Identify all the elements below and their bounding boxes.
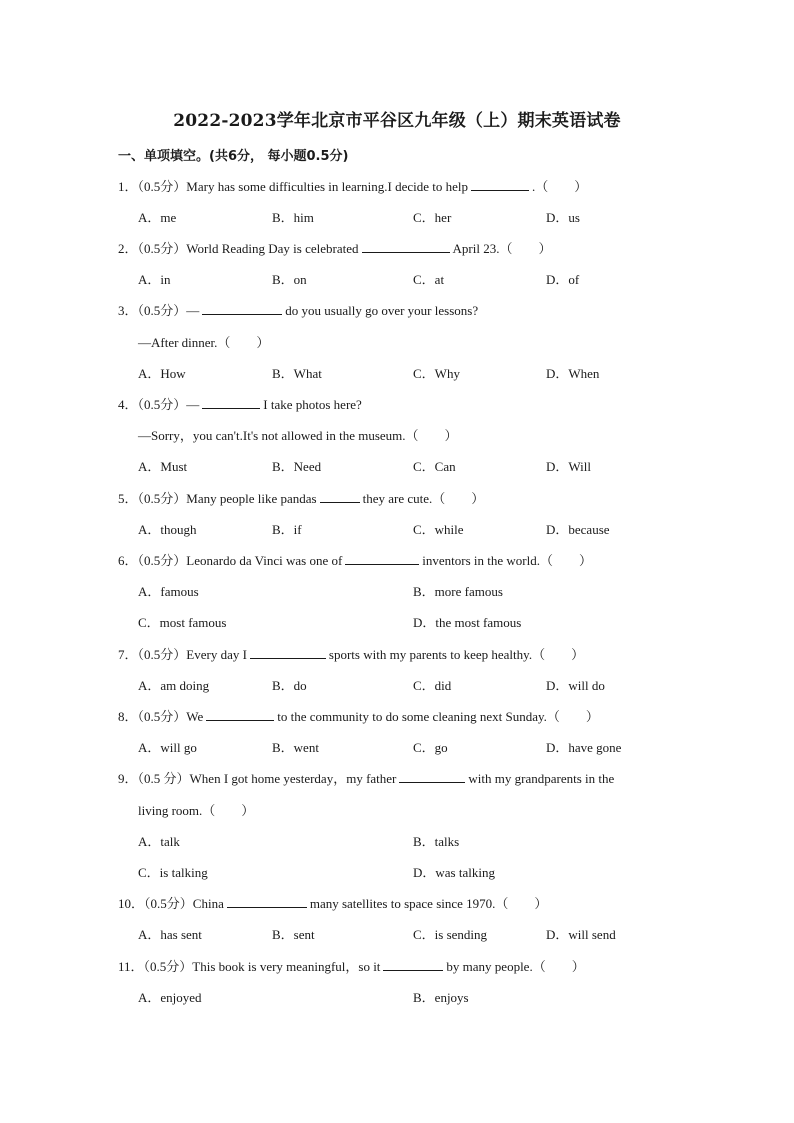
question-number: 1． xyxy=(118,179,138,194)
question-text: This book is very meaningful，so it xyxy=(192,959,381,974)
option-c: C．go xyxy=(413,740,448,755)
option-d: D．will do xyxy=(546,678,605,693)
option-b: B．on xyxy=(272,272,307,287)
option-c: C．her xyxy=(413,210,452,225)
question-text: When I got home yesterday，my father xyxy=(189,771,397,786)
option-a: A．How xyxy=(138,366,186,381)
question-text: Many people like pandas xyxy=(186,491,317,506)
option-b: B．Need xyxy=(272,459,322,474)
question-6 xyxy=(118,550,592,569)
options-11 xyxy=(138,987,698,1005)
question-text-end: many satellites to space since 1970.（ ） xyxy=(309,896,548,911)
options-2 xyxy=(138,269,698,287)
option-d: D．have gone xyxy=(546,740,622,755)
answer-blank xyxy=(345,552,419,565)
question-number: 7． xyxy=(118,647,138,662)
question-score: （0.5分） xyxy=(137,491,187,506)
question-score: （0.5分） xyxy=(137,709,187,724)
question-text: Leonardo da Vinci was one of xyxy=(186,553,343,568)
question-7 xyxy=(118,644,584,663)
question-4 xyxy=(118,394,362,413)
question-9 xyxy=(118,768,614,787)
option-c: C．is sending xyxy=(413,927,488,942)
option-a: A．me xyxy=(138,210,177,225)
question-3 xyxy=(118,300,478,319)
question-number: 10． xyxy=(118,896,145,911)
options-6-row-1 xyxy=(138,581,698,599)
option-d: D．of xyxy=(546,272,580,287)
answer-blank xyxy=(206,708,274,721)
question-8 xyxy=(118,706,599,725)
option-d: D．us xyxy=(546,210,580,225)
answer-blank xyxy=(202,396,260,409)
option-b: B．more famous xyxy=(413,584,503,599)
question-4-continuation: —Sorry，you can't.It's not allowed in the museum.（ ） xyxy=(138,428,458,443)
question-2 xyxy=(118,238,551,257)
option-d: D．When xyxy=(546,366,600,381)
question-text-end: sports with my parents to keep healthy.（ ） xyxy=(328,647,585,662)
option-a: A．in xyxy=(138,272,171,287)
option-a: A．has sent xyxy=(138,927,202,942)
option-c: C．Can xyxy=(413,459,456,474)
question-10 xyxy=(118,893,547,912)
question-text-end: with my grandparents in the xyxy=(468,771,615,786)
option-d: D．will send xyxy=(546,927,616,942)
question-text-end: do you usually go over your lessons? xyxy=(285,303,479,318)
question-text: World Reading Day is celebrated xyxy=(186,241,359,256)
answer-blank xyxy=(202,302,282,315)
question-score: （0.5分） xyxy=(143,959,193,974)
question-9-continuation: living room.（ ） xyxy=(138,803,255,818)
option-a: A．though xyxy=(138,522,197,537)
question-number: 2． xyxy=(118,241,138,256)
option-b: B．do xyxy=(272,678,307,693)
option-a: A．famous xyxy=(138,584,199,599)
question-number: 11． xyxy=(118,959,144,974)
question-text-end: they are cute.（ ） xyxy=(362,491,485,506)
question-number: 4． xyxy=(118,397,138,412)
question-text: We xyxy=(186,709,204,724)
option-a: A．am doing xyxy=(138,678,210,693)
question-score: （0.5分） xyxy=(137,553,187,568)
section-heading: 一、单项填空。(共6分， 每小题0.5分) xyxy=(118,149,349,164)
option-c: C．while xyxy=(413,522,464,537)
question-11 xyxy=(118,956,585,975)
options-8 xyxy=(138,737,698,755)
option-d: D．Will xyxy=(546,459,591,474)
question-number: 5． xyxy=(118,491,138,506)
question-text: Mary has some difficulties in learning.I decide to help xyxy=(186,179,468,194)
options-7 xyxy=(138,675,698,693)
option-c: C．did xyxy=(413,678,452,693)
answer-blank xyxy=(250,646,326,659)
options-9-row-1 xyxy=(138,831,698,849)
question-text-end: I take photos here? xyxy=(263,397,362,412)
option-b: B．talks xyxy=(413,834,460,849)
option-a: A．Must xyxy=(138,459,188,474)
question-score: （0.5分） xyxy=(137,303,187,318)
question-text-end: April 23.（ ） xyxy=(452,241,552,256)
question-text-end: inventors in the world.（ ） xyxy=(422,553,593,568)
question-text-end: by many people.（ ） xyxy=(446,959,585,974)
answer-blank xyxy=(362,240,450,253)
option-a: A．talk xyxy=(138,834,180,849)
option-c: C．most famous xyxy=(138,615,227,630)
option-d: D．the most famous xyxy=(413,615,522,630)
question-number: 3． xyxy=(118,303,138,318)
question-text-end: .（ ） xyxy=(532,179,588,194)
option-b: B．sent xyxy=(272,927,315,942)
question-score: （0.5分） xyxy=(137,647,187,662)
question-text: China xyxy=(192,896,224,911)
question-5 xyxy=(118,488,484,507)
option-d: D．was talking xyxy=(413,865,495,880)
option-b: B．if xyxy=(272,522,302,537)
exam-title: 2022-2023学年北京市平谷区九年级（上）期末英语试卷 xyxy=(173,111,621,131)
options-6-row-2 xyxy=(138,612,698,630)
option-d: D．because xyxy=(546,522,610,537)
question-number: 9． xyxy=(118,771,138,786)
question-text: — xyxy=(186,303,200,318)
option-a: A．enjoyed xyxy=(138,990,202,1005)
question-number: 8． xyxy=(118,709,138,724)
answer-blank xyxy=(320,490,360,503)
answer-blank xyxy=(383,958,443,971)
question-score: （0.5 分） xyxy=(137,771,190,786)
option-c: C．Why xyxy=(413,366,460,381)
answer-blank xyxy=(227,895,307,908)
options-9-row-2 xyxy=(138,862,698,880)
question-3-continuation: —After dinner.（ ） xyxy=(138,335,270,350)
option-b: B．went xyxy=(272,740,319,755)
option-a: A．will go xyxy=(138,740,197,755)
answer-blank xyxy=(399,770,465,783)
question-score: （0.5分） xyxy=(137,179,187,194)
question-text: — xyxy=(186,397,200,412)
option-b: B．enjoys xyxy=(413,990,469,1005)
options-4 xyxy=(138,456,698,474)
question-score: （0.5分） xyxy=(144,896,193,911)
question-score: （0.5分） xyxy=(137,397,187,412)
options-5 xyxy=(138,519,698,537)
option-c: C．is talking xyxy=(138,865,208,880)
question-number: 6． xyxy=(118,553,138,568)
option-c: C．at xyxy=(413,272,445,287)
options-1 xyxy=(138,207,698,225)
question-1 xyxy=(118,176,587,195)
option-b: B．What xyxy=(272,366,322,381)
answer-blank xyxy=(471,178,529,191)
question-score: （0.5分） xyxy=(137,241,187,256)
question-text-end: to the community to do some cleaning next Sunday.（ ） xyxy=(277,709,599,724)
options-10 xyxy=(138,924,698,942)
question-text: Every day I xyxy=(186,647,247,662)
options-3 xyxy=(138,363,698,381)
option-b: B．him xyxy=(272,210,314,225)
